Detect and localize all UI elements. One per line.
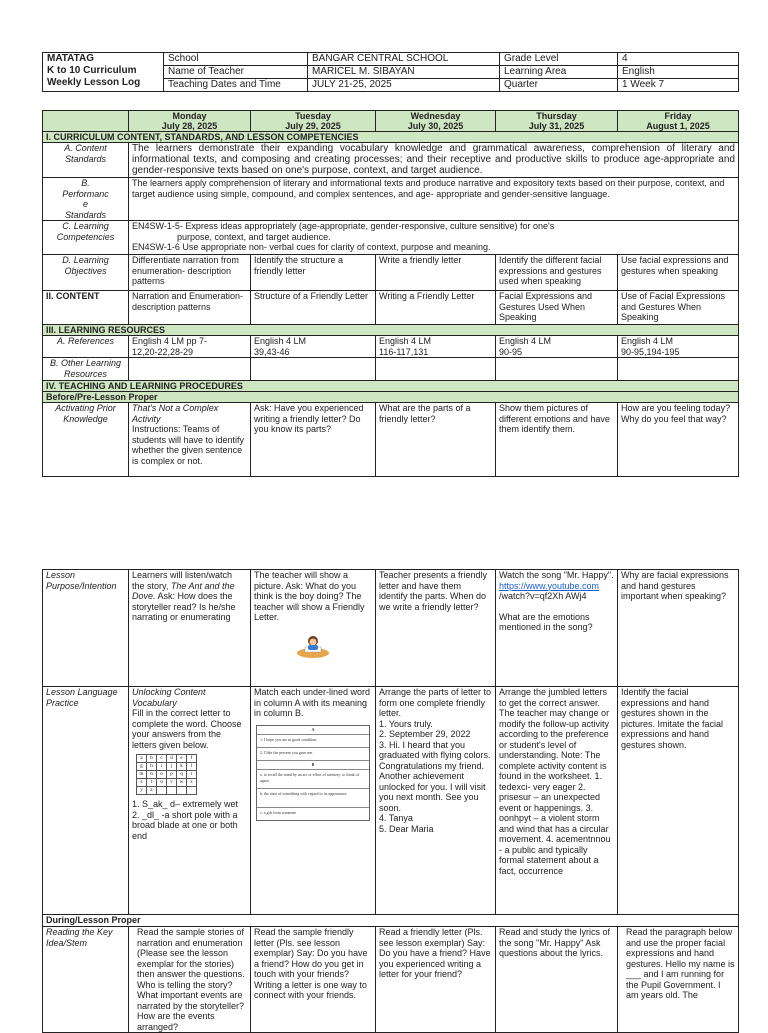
content-cell: Structure of a Friendly Letter (251, 291, 376, 325)
column-b-heading: B (257, 761, 369, 770)
day-name: Wednesday (410, 111, 461, 121)
day-header-tuesday (251, 111, 376, 132)
objective-cell: Identify the structure a friendly letter (251, 255, 376, 291)
row-label-line: Standards (64, 209, 107, 220)
section-resources: III. LEARNING RESOURCES (43, 325, 739, 336)
letter-cell: w (177, 779, 187, 787)
song-link-path[interactable]: /watch?v=qf2Xh AWj4 (499, 591, 587, 601)
activity-body: Instructions: Teams of students will have to identify whether the given sentence is complex or not. (132, 424, 245, 466)
day-header-thursday (496, 111, 618, 132)
title-line: K to 10 Curriculum (47, 65, 137, 76)
empty-cell (618, 358, 739, 381)
letter-cell: i (157, 763, 167, 771)
reference-line: English 4 LM (254, 336, 307, 346)
letter-cell: s (137, 779, 147, 787)
letter-cell: c (157, 755, 167, 763)
row-label-line: Lesson Language (46, 687, 118, 697)
purpose-text: The teacher will show a picture. Ask: What do you think is the boy doing? The teacher will show a Friendly Letter. (254, 570, 365, 622)
row-label-line: B. (81, 178, 90, 188)
section-during-lesson: During/Lesson Proper (43, 915, 739, 927)
boy-writing-icon (296, 633, 330, 659)
reference-cell (129, 336, 251, 358)
row-label-line: Practice (46, 697, 79, 708)
vocab-item: 1. S_ak_ d– extremely wet (132, 799, 239, 809)
letter-cell: n (147, 771, 157, 779)
objective-cell: Use facial expressions and gestures when speaking (618, 255, 739, 291)
vocab-heading: Unlocking Content (132, 687, 206, 697)
grade-value: 4 (618, 53, 739, 66)
letter-cell: z (147, 787, 157, 795)
day-header-friday (618, 111, 739, 132)
content-label: II. CONTENT (43, 291, 129, 325)
row-label-line: Idea/Stem (46, 937, 88, 948)
teacher-label: Name of Teacher (164, 66, 308, 79)
letter-cell: q (177, 771, 187, 779)
story-title: The Ant and the Dove. (132, 580, 235, 601)
language-cell-tuesday (251, 687, 376, 915)
purpose-cell-monday (129, 570, 251, 687)
day-name: Friday (664, 111, 692, 121)
content-cell: Use of Facial Expressions and Gestures When Speaking (618, 291, 739, 325)
empty-cell (496, 358, 618, 381)
matching-meaning: c. a gift from someone (260, 809, 297, 815)
row-label-line: Knowledge (63, 413, 108, 424)
purpose-label (43, 570, 129, 687)
reference-line: English 4 LM (499, 336, 552, 346)
row-label-line: Activating Prior (55, 403, 116, 413)
dates-value: JULY 21-25, 2025 (308, 79, 500, 92)
row-label-line: C. Learning (62, 221, 109, 231)
competencies-label (43, 221, 129, 255)
matching-meaning: b. the state of something with regard to its appearance. (257, 789, 369, 808)
reference-line: 90-95,194-195 (621, 346, 680, 357)
content-cell: Writing a Friendly Letter (376, 291, 496, 325)
letter-cell: j (167, 763, 177, 771)
letter-part: 3. Hi. I heard that you graduated with flying colors. Congratulations my friend. Another achievement unlocked for you. I will visit you next month. See you soon. (379, 739, 491, 813)
purpose-cell: Why are facial expressions and hand gestures important when speaking? (618, 570, 739, 687)
reading-cell: Read a friendly letter (Pls. see lesson exemplar) Say: Do you have a friend? Have you experienced writing a letter for your friend? (376, 927, 496, 1033)
day-header-wednesday (376, 111, 496, 132)
reference-line: 12,20-22,28-29 (132, 346, 194, 357)
reference-cell (618, 336, 739, 358)
letter-part: 1. Yours truly. (379, 718, 433, 729)
quarter-label: Quarter (500, 79, 618, 92)
letter-cell (157, 787, 167, 795)
objective-cell: Write a friendly letter (376, 255, 496, 291)
objective-cell: Identify the different facial expressions and gestures used when speaking (496, 255, 618, 291)
language-cell: Arrange the jumbled letters to get the correct answer. The teacher may change or modify the follow-up activity according to the preference or student's level of understanding. Note: The complete activity content is found in the worksheet. 1. tedexci- very eager 2. prisesur – an unexpected event or happenings. 3. oonhpyt – a violent storm and wind that has a circular movement. 4. acementnnou - a public and typically formal statement about a fact, occurrence (496, 687, 618, 915)
header-table (42, 52, 739, 92)
reference-cell (376, 336, 496, 358)
vocab-item: 2. _dl_ -a short pole with a broad blade at one or both end (132, 809, 238, 841)
letter-cell: a (137, 755, 147, 763)
competency-line: EN4SW-1-6 Use appropriate non- verbal cues for clarity of context, purpose and meaning. (132, 242, 491, 252)
row-label-line: Objectives (64, 265, 107, 276)
objectives-label (43, 255, 129, 291)
objective-cell: Differentiate narration from enumeration- description patterns (129, 255, 251, 291)
day-header-monday (129, 111, 251, 132)
grade-label: Grade Level (500, 53, 618, 66)
letter-cell (167, 787, 177, 795)
day-date: July 30, 2025 (407, 121, 464, 131)
letter-cell: k (177, 763, 187, 771)
corner-cell (43, 111, 129, 132)
row-label-line: Reading the Key (46, 927, 113, 937)
language-cell: Identify the facial expressions and hand gestures shown in the pictures. Imitate the facial expressions and hand gestures shown. (618, 687, 739, 915)
empty-cell (129, 358, 251, 381)
letter-cell: l (187, 763, 197, 771)
row-label-line: e (82, 199, 88, 209)
competencies-text (129, 221, 739, 255)
reading-cell: Read the sample stories of narration and enumeration (Please see the lesson exemplar for the stories) then answer the questions. Who is telling the story? What important events are narrated by the storyteller? How are the events arranged? (129, 927, 251, 1033)
activity-title: That's Not a Complex Activity (132, 403, 219, 424)
language-cell-wednesday (376, 687, 496, 915)
area-label: Learning Area (500, 66, 618, 79)
row-label-line: Lesson (46, 570, 76, 580)
purpose-cell: Teacher presents a friendly letter and have them identify the parts. When do we write a friendly letter? (376, 570, 496, 687)
other-resources-label (43, 358, 129, 381)
purpose-cell-tuesday (251, 570, 376, 687)
day-date: July 29, 2025 (285, 121, 341, 131)
activating-cell: What are the parts of a friendly letter? (376, 403, 496, 477)
content-standards-text: The learners demonstrate their expanding vocabulary knowledge and grammatical awareness, comprehension of literary and informational texts, and composing and creating processes; and their receptive and productive skills to produce age-appropriate and gender-responsive texts based on one's purpose, context, and target audience. (129, 143, 739, 178)
performance-standards-label (43, 178, 129, 221)
vocab-instruction: Fill in the correct letter to complete the word. Choose your answers from the letters given below. (132, 708, 242, 750)
reading-cell: Read the sample friendly letter (Pls. see lesson exemplar) Say: Do you have a friend? How do you get in touch with your friends? Writing a letter is one way to connect with your friends. (251, 927, 376, 1033)
letter-cell: d (167, 755, 177, 763)
purpose-text: Learners will listen/watch the story, (132, 570, 233, 591)
activating-cell-monday (129, 403, 251, 477)
matching-meaning: a. to recall the mind by an act or effort of memory; to think of again (257, 770, 369, 789)
letter-cell: m (137, 771, 147, 779)
content-standards-label (43, 143, 129, 178)
letter-cell (187, 787, 197, 795)
purpose-text: Watch the song "Mr. Happy". (499, 570, 614, 580)
matching-item: 2. I like the present you gave me. (257, 748, 369, 761)
boy-writing-illustration (254, 633, 372, 662)
matching-item: 1. I hope you are in good condition. (257, 735, 369, 748)
letter-cell: x (187, 779, 197, 787)
column-a-heading: A (257, 726, 369, 735)
row-label-line: A. Content (64, 143, 107, 153)
language-cell-monday (129, 687, 251, 915)
letter-cell: e (177, 755, 187, 763)
arrange-instruction: Arrange the parts of letter to form one complete friendly letter. (379, 687, 492, 718)
reference-line: English 4 LM (379, 336, 432, 346)
matching-instruction: Match each under-lined word in column A with its meaning in column B. (254, 687, 371, 718)
vocab-heading: Vocabulary (132, 697, 177, 708)
school-value: BANGAR CENTRAL SCHOOL (308, 53, 500, 66)
letter-cell: t (147, 779, 157, 787)
letter-cell: v (167, 779, 177, 787)
reference-line: 90-95 (499, 346, 523, 357)
reference-line: 116-117,131 (379, 346, 429, 357)
letter-grid (136, 754, 197, 795)
day-date: July 31, 2025 (528, 121, 585, 131)
empty-cell (376, 358, 496, 381)
area-value: English (618, 66, 739, 79)
row-label-line: D. Learning (62, 255, 109, 265)
row-label-line: Standards (64, 153, 107, 164)
day-date: August 1, 2025 (646, 121, 710, 131)
activating-label (43, 403, 129, 477)
dates-label: Teaching Dates and Time (164, 79, 308, 92)
letter-cell: f (187, 755, 197, 763)
language-label (43, 687, 129, 915)
song-link[interactable]: https://www.youtube.com (499, 580, 600, 591)
quarter-value: 1 Week 7 (618, 79, 739, 92)
day-name: Tuesday (295, 111, 331, 121)
reference-line: 39,43-46 (254, 346, 290, 357)
row-label-line: Resources (63, 368, 108, 379)
day-date: July 28, 2025 (161, 121, 218, 131)
letter-cell: b (147, 755, 157, 763)
purpose-text: What are the emotions mentioned in the song? (499, 611, 593, 632)
purpose-cell-thursday (496, 570, 618, 687)
empty-cell (251, 358, 376, 381)
activating-cell: How are you feeling today? Why do you feel that way? (618, 403, 739, 477)
competency-line: purpose, context, and target audience. (177, 231, 331, 242)
row-label-line: B. Other Learning (49, 358, 122, 368)
letter-cell (177, 787, 187, 795)
log-title (43, 53, 164, 92)
row-label-line: Purpose/Intention (46, 580, 117, 591)
teacher-value: MARICEL M. SIBAYAN (308, 66, 500, 79)
purpose-text: Ask: How does the storyteller read? Is he/she narrating or enumerating (132, 591, 236, 622)
content-cell: Facial Expressions and Gestures Used When Speaking (496, 291, 618, 325)
letter-cell: g (137, 763, 147, 771)
reference-line: English 4 LM pp 7- (132, 336, 208, 346)
performance-standards-text: The learners apply comprehension of literary and informational texts and produce narrative and expository texts based on their purpose, context, and target audience using simple, compound, and complex sentences, and age- appropriate and gender-sensitive language. (129, 178, 739, 221)
weekly-table (42, 110, 739, 477)
reference-cell (496, 336, 618, 358)
day-name: Thursday (536, 111, 577, 121)
reading-cell: Read and study the lyrics of the song "Mr. Happy" Ask questions about the lyrics. (496, 927, 618, 1033)
activating-cell: Ask: Have you experienced writing a friendly letter? Do you know its parts? (251, 403, 376, 477)
letter-cell: h (147, 763, 157, 771)
procedures-table (42, 569, 739, 1033)
letter-cell: o (157, 771, 167, 779)
reference-line: English 4 LM (621, 336, 674, 346)
letter-cell: u (157, 779, 167, 787)
competency-line: EN4SW-1-5- Express ideas appropriately (age-appropriate, gender-responsive, culture sensitive) for one's (132, 221, 555, 231)
letter-part: 5. Dear Maria (379, 823, 434, 834)
activating-cell: Show them pictures of different emotions and have them identify them. (496, 403, 618, 477)
row-label-line: Performanc (62, 188, 109, 199)
day-name: Monday (172, 111, 207, 121)
matching-exercise (256, 725, 370, 821)
section-procedures: IV. TEACHING AND LEARNING PROCEDURES (43, 381, 739, 392)
letter-cell: y (137, 787, 147, 795)
references-label: A. References (43, 336, 129, 358)
letter-part: 2. September 29, 2022 (379, 729, 471, 739)
title-line: Weekly Lesson Log (47, 77, 141, 88)
letter-cell: r (187, 771, 197, 779)
title-line: MATATAG (47, 53, 95, 64)
reading-cell: Read the paragraph below and use the proper facial expressions and hand gestures. Hello my name is ___ and I am running for the Pupil Government. I am years old. The (618, 927, 739, 1033)
reading-label (43, 927, 129, 1033)
reference-cell (251, 336, 376, 358)
school-label: School (164, 53, 308, 66)
letter-cell: p (167, 771, 177, 779)
row-label-line: Competencies (56, 231, 115, 242)
section-curriculum: I. CURRICULUM CONTENT, STANDARDS, AND LESSON COMPETENCIES (43, 132, 739, 143)
section-before-lesson: Before/Pre-Lesson Proper (43, 392, 739, 403)
content-cell: Narration and Enumeration- description patterns (129, 291, 251, 325)
letter-part: 4. Tanya (379, 813, 413, 823)
